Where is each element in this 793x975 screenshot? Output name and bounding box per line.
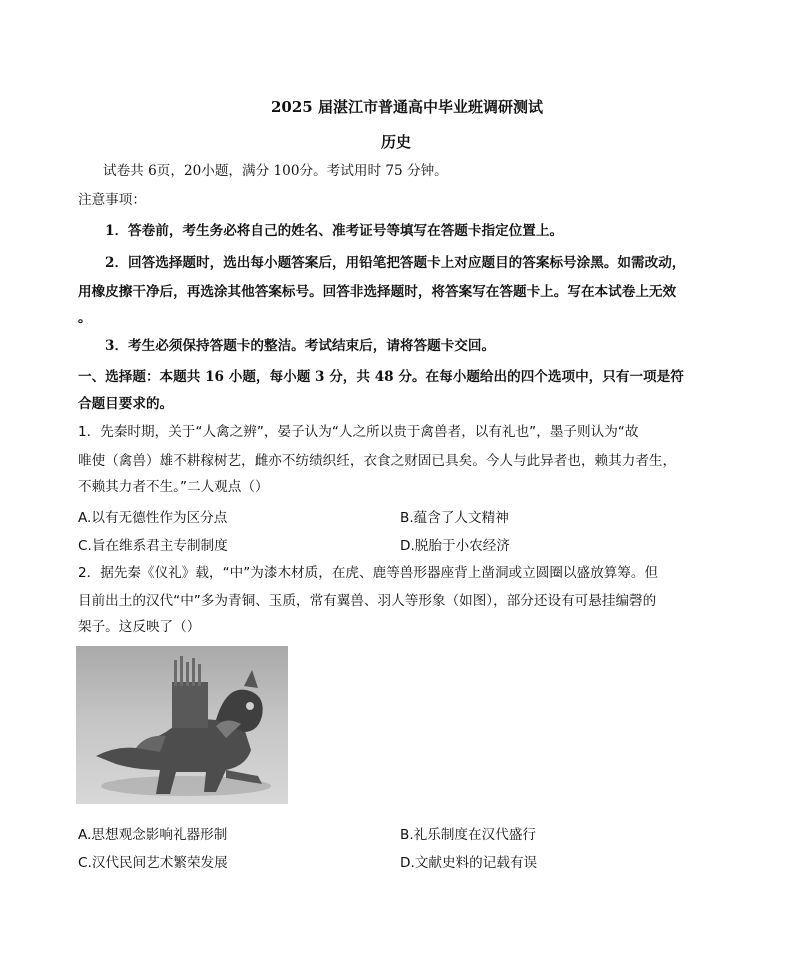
section-heading-line-2: 合题目要求的。 (78, 396, 174, 412)
question-2-option-a[interactable]: A.思想观念影响礼器形制 (78, 827, 228, 843)
question-2-option-d[interactable]: D.文献史料的记载有误 (400, 855, 538, 871)
notice-item-2-line-2: 用橡皮擦干净后，再选涂其他答案标号。回答非选择题时，将答案写在答题卡上。写在本试卷上无效 (78, 284, 677, 300)
bronze-beast-illustration (76, 646, 288, 804)
question-1-line-2: 唯使（禽兽）雄不耕稼树艺，雌亦不纺绩织纴，衣食之财固已具矣。今人与此异者也，赖其力者生， (78, 453, 677, 469)
question-1-option-b[interactable]: B.蕴含了人文精神 (400, 510, 509, 526)
notice-heading: 注意事项： (78, 192, 146, 208)
question-2-option-b[interactable]: B.礼乐制度在汉代盛行 (400, 827, 536, 843)
subject-title: 历史 (381, 133, 412, 151)
question-1-line-3: 不赖其力者不生。”二人观点（） (78, 479, 269, 495)
question-2-line-1: 2．据先秦《仪礼》载，“中”为漆木材质，在虎、鹿等兽形器座背上凿洞或立圆圈以盛放算筹。但 (78, 565, 659, 581)
exam-title: 2025 届湛江市普通高中毕业班调研测试 (271, 98, 543, 116)
question-2-line-2: 目前出土的汉代“中”多为青铜、玉质，常有翼兽、羽人等形象（如图），部分还设有可悬挂编磬的 (78, 593, 657, 609)
question-2-option-c[interactable]: C.汉代民间艺术繁荣发展 (78, 855, 228, 871)
notice-item-2-line-1: 2．回答选择题时，选出每小题答案后，用铅笔把答题卡上对应题目的答案标号涂黑。如需改动， (105, 255, 686, 271)
notice-item-2-line-3: 。 (78, 310, 92, 326)
question-1-option-c[interactable]: C.旨在维系君主专制制度 (78, 538, 228, 554)
question-2-line-3: 架子。这反映了（） (78, 619, 201, 635)
notice-item-3: 3．考生必须保持答题卡的整洁。考试结束后，请将答题卡交回。 (105, 338, 496, 354)
question-1-option-a[interactable]: A.以有无德性作为区分点 (78, 510, 228, 526)
question-1-option-d[interactable]: D.脱胎于小农经济 (400, 538, 510, 554)
question-1-line-1: 1．先秦时期，关于“人禽之辨”，晏子认为“人之所以贵于禽兽者，以有礼也”，墨子则认为“故 (78, 424, 639, 440)
section-heading-line-1: 一、选择题：本题共 16 小题，每小题 3 分，共 48 分。在每小题给出的四个选项中，只有一项是符 (78, 369, 684, 385)
notice-item-1: 1．答卷前，考生务必将自己的姓名、准考证号等填写在答题卡指定位置上。 (105, 223, 564, 239)
bronze-winged-beast-image (76, 646, 288, 804)
intro-text: 试卷共 6页，20小题，满分 100分。考试用时 75 分钟。 (103, 163, 448, 179)
